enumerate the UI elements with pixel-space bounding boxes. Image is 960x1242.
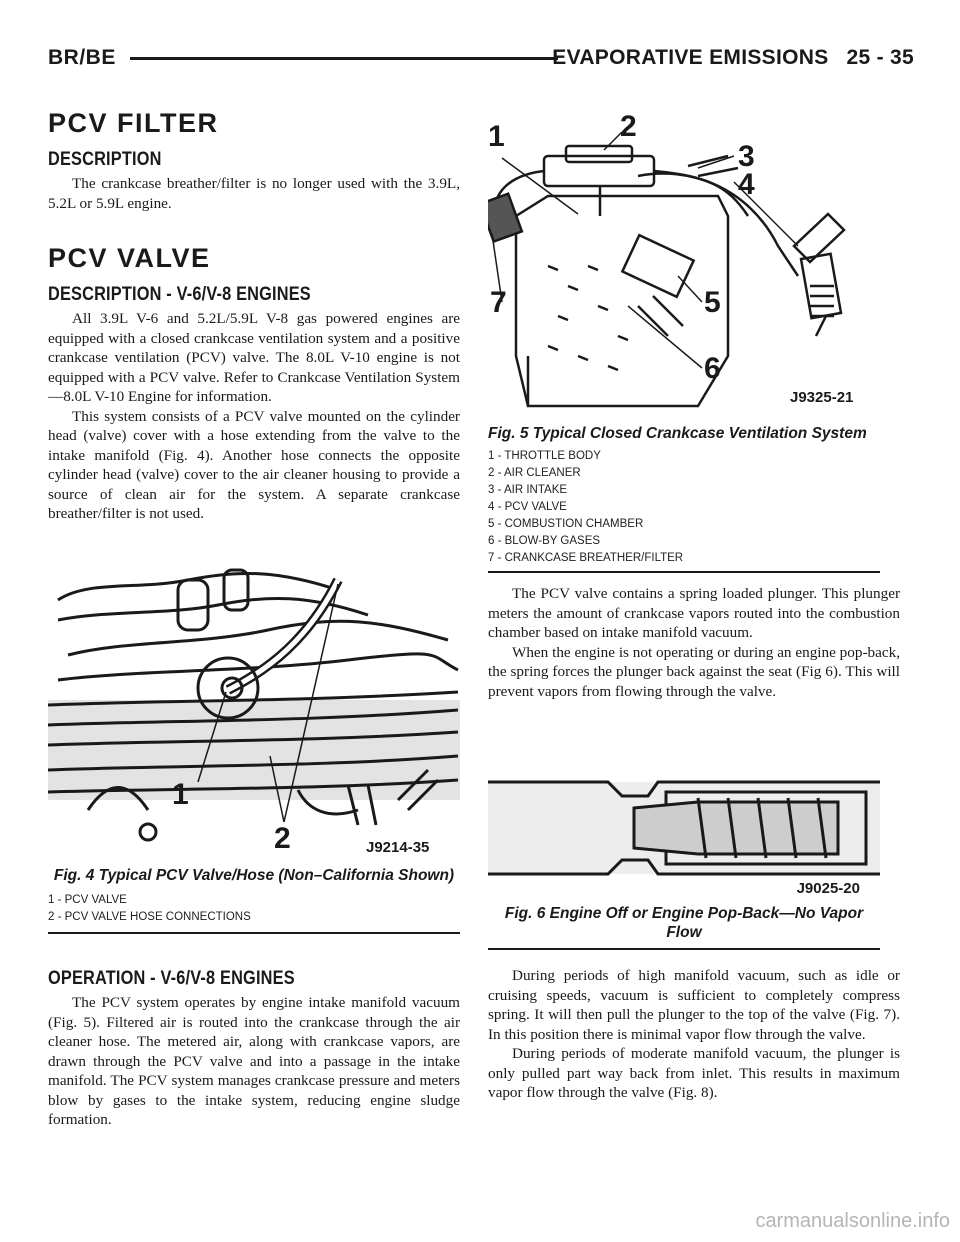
high-vacuum-paragraph: During periods of high manifold vacuum, such as idle or cruising speeds, vacuum is sufficient to completely compress spring. It will then pull the plunger to the top of the valve (Fig. 7). In this position there is minimal vapor flow through the valve.	[488, 967, 900, 1043]
figure-5-caption: Fig. 5 Typical Closed Crankcase Ventilation System	[488, 425, 867, 442]
legend-item: 5 - COMBUSTION CHAMBER	[488, 518, 644, 530]
callout-1: 1	[488, 120, 505, 153]
figure-6	[488, 778, 880, 950]
figure-rule	[488, 571, 880, 573]
figure-rule	[48, 932, 460, 934]
figure-4-legend	[48, 892, 460, 926]
moderate-vacuum-paragraph: During periods of moderate manifold vacuum, the plunger is only pulled part way back from inlet. This results in maximum vapor flow through the valve (Fig. 8).	[488, 1045, 900, 1101]
page-number: 25 - 35	[846, 46, 914, 69]
legend-item: 6 - BLOW-BY GASES	[488, 535, 601, 547]
figure-code-row	[488, 880, 880, 900]
callout-2: 2	[274, 822, 291, 855]
left-column	[48, 108, 460, 524]
operation-section	[48, 968, 460, 1130]
figure-rule	[488, 948, 880, 950]
figure-6-caption: Fig. 6 Engine Off or Engine Pop-Back—No Vapor Flow	[504, 905, 864, 941]
section-name: EVAPORATIVE EMISSIONS	[552, 46, 829, 69]
figure-code: J9025-20	[796, 880, 860, 897]
legend-item: 3 - AIR INTAKE	[488, 484, 568, 496]
figure-4-caption: Fig. 4 Typical PCV Valve/Hose (Non–California Shown)	[53, 867, 455, 884]
plunger-paragraph: The PCV valve contains a spring loaded plunger. This plunger meters the amount of crankcase vapors routed into the combustion chamber based on intake manifold vacuum.	[488, 585, 900, 641]
pcv-valve-cross-section	[488, 778, 880, 880]
pcv-filter-title: PCV FILTER	[48, 108, 219, 138]
engine-off-paragraph: When the engine is not operating or during an engine pop-back, the spring forces the plunger back against the seat (Fig 6). This will prevent vapors from flowing through the valve.	[488, 643, 900, 700]
legend-item: 4 - PCV VALVE	[488, 501, 567, 513]
legend-item: 1 - THROTTLE BODY	[488, 450, 601, 462]
callout-3: 3	[738, 140, 755, 173]
right-column-text-2	[488, 966, 900, 1103]
callout-4: 4	[738, 168, 755, 201]
right-column-text-1	[488, 584, 900, 701]
operation-paragraph: The PCV system operates by engine intake manifold vacuum (Fig. 5). Filtered air is routed into the crankcase through the air cleaner hose. The metered air, along with crankcase vapors, are drawn through the PCV valve and into a passage in the intake manifold. The PCV system manages crankcase pressure and meters blow by gases to the intake system, reducing engine sludge formation.	[48, 994, 460, 1128]
legend-item: 7 - CRANKCASE BREATHER/FILTER	[488, 552, 684, 564]
header-rule	[130, 57, 558, 60]
watermark: carmanualsonline.info	[755, 1210, 950, 1232]
figure-5-legend	[488, 448, 880, 567]
model-code: BR/BE	[48, 46, 116, 69]
pcv-filter-description: The crankcase breather/filter is no longer used with the 3.9L, 5.2L or 5.9L engine.	[48, 175, 460, 212]
pcv-valve-description-paragraph: All 3.9L V-6 and 5.2L/5.9L V-8 gas powered engines are equipped with a closed crankcase ventilation system and a positive crankcase ventilation (PCV) valve. The 8.0L V-10 engine is not equipped with a PCV valve. Refer to Crankcase Ventilation System—8.0L V-10 Engine for information.	[48, 310, 460, 405]
figure-4	[48, 560, 460, 934]
section-title	[552, 46, 914, 70]
callout-1: 1	[172, 778, 189, 811]
pcv-valve-description-heading: DESCRIPTION - V-6/V-8 ENGINES	[48, 284, 311, 305]
crankcase-ventilation-diagram	[488, 106, 880, 420]
operation-heading: OPERATION - V-6/V-8 ENGINES	[48, 968, 295, 989]
callout-5: 5	[704, 286, 721, 319]
callout-6: 6	[704, 352, 721, 385]
figure-5	[488, 106, 880, 573]
figure-code: J9214-35	[366, 839, 430, 856]
legend-item: 2 - PCV VALVE HOSE CONNECTIONS	[48, 911, 251, 923]
pcv-valve-hose-photo	[48, 560, 460, 860]
pcv-valve-title: PCV VALVE	[48, 243, 211, 273]
pcv-filter-description-heading: DESCRIPTION	[48, 149, 162, 170]
page-header	[48, 46, 914, 76]
legend-item: 2 - AIR CLEANER	[488, 467, 581, 479]
callout-2: 2	[620, 110, 637, 143]
figure-code: J9325-21	[790, 389, 854, 406]
legend-item: 1 - PCV VALVE	[48, 894, 127, 906]
pcv-valve-description-paragraph: This system consists of a PCV valve mounted on the cylinder head (valve) cover with a hose extending from the valve to the intake manifold (Fig. 4). Another hose connects the opposite cylinder head (valve) cover to the air cleaner housing to provide a source of clean air for the system. A separate crankcase breather/filter is not used.	[48, 407, 460, 522]
callout-7: 7	[490, 286, 507, 319]
